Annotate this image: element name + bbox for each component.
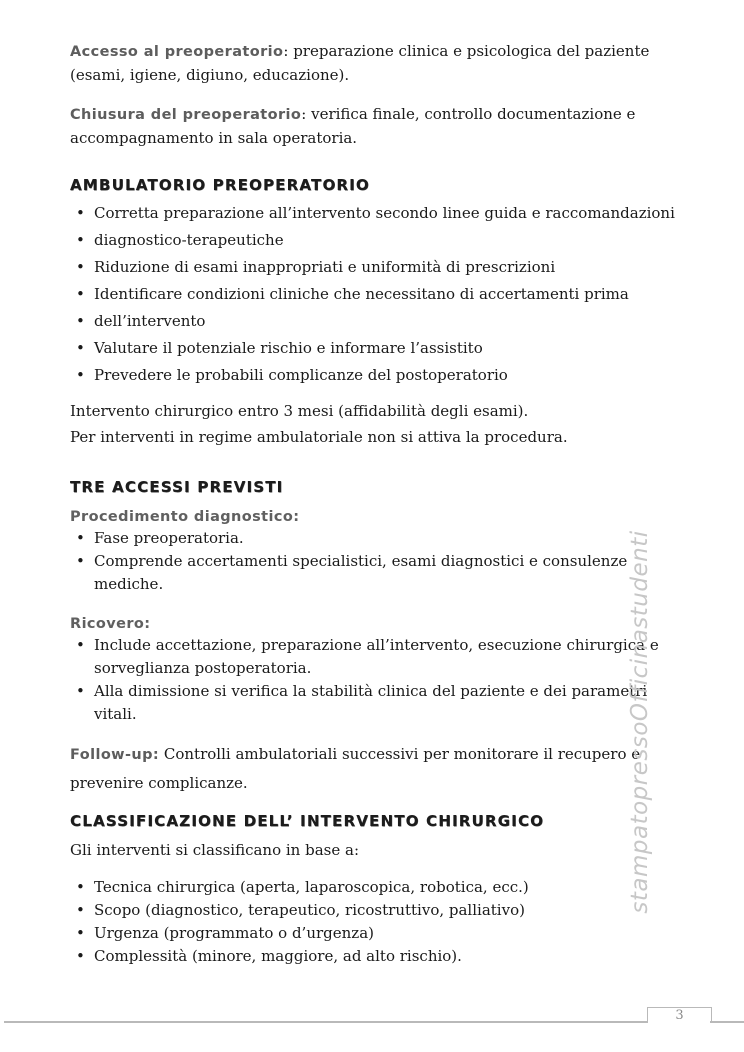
list-item [70,203,678,224]
page-number-tab [647,1007,712,1023]
definition-accesso [70,40,678,87]
list-item [70,680,678,726]
page-content [70,40,678,968]
list-item-text: diagnostico-terapeutiche [94,231,284,249]
paragraph: Intervento chirurgico entro 3 mesi (affidabilità degli esami). [70,402,529,420]
list-item-text: Comprende accertamenti specialistici, esami diagnostici e consulenze mediche. [94,552,628,593]
list-item-text: Alla dimissione si verifica la stabilità clinica del paziente e dei parametri vitali. [94,682,648,723]
followup-paragraph [70,740,678,797]
list-item-text: Tecnica chirurgica (aperta, laparoscopica, robotica, ecc.) [94,878,529,896]
list-item-text: Complessità (minore, maggiore, ad alto rischio). [94,947,462,965]
footer-rule-right [710,1021,744,1023]
list-item-text: Corretta preparazione all’intervento secondo linee guida e raccomandazioni [94,204,675,222]
procedimento-bullet-list [70,527,678,596]
paragraph: Per interventi in regime ambulatoriale non si attiva la procedura. [70,428,568,446]
list-item-text: Valutare il potenziale rischio e informare l’assistito [94,339,483,357]
list-item [70,876,678,899]
list-item-text: Identificare condizioni cliniche che necessitano di accertamenti prima [94,285,629,303]
followup-label: Follow-up: [70,747,160,763]
list-item [70,230,678,251]
subsection-label: Procedimento diagnostico: [70,509,300,525]
list-item [70,284,678,305]
list-item-text: Scopo (diagnostico, terapeutico, ricostruttivo, palliativo) [94,901,525,919]
list-item-text: Riduzione di esami inappropriati e uniformità di prescrizioni [94,258,556,276]
list-item [70,311,678,332]
definition-chiusura [70,103,678,150]
list-item [70,945,678,968]
classificazione-intro: Gli interventi si classificano in base a: [70,841,359,859]
list-item-text: Prevedere le probabili complicanze del postoperatorio [94,366,508,384]
definition-text: : preparazione clinica e psicologica del paziente (esami, igiene, digiuno, educazione). [70,42,650,84]
ambulatorio-bullet-list [70,203,678,386]
section-title-ambulatorio-preoperatorio: AMBULATORIO PREOPERATORIO [70,176,370,194]
list-item [70,338,678,359]
page-number: 3 [675,1008,684,1023]
list-item [70,922,678,945]
section-title-classificazione: CLASSIFICAZIONE DELL’ INTERVENTO CHIRURGICO [70,812,545,830]
list-item [70,527,678,550]
definition-term: Chiusura del preoperatorio [70,107,302,123]
list-item-text: Fase preoperatoria. [94,529,244,547]
subsection-procedimento-diagnostico [70,509,678,596]
ambulatorio-paragraphs [70,398,678,450]
ricovero-bullet-list [70,634,678,726]
list-item-text: dell’intervento [94,312,206,330]
list-item [70,257,678,278]
footer-rule-left [4,1021,647,1023]
watermark-text: stampatopressoOfficinastudenti [627,530,653,914]
classificazione-bullet-list [70,876,678,968]
section-title-tre-accessi-previsti: TRE ACCESSI PREVISTI [70,478,284,496]
list-item-text: Include accettazione, preparazione all’intervento, esecuzione chirurgica e sorveglianza postoperatoria. [94,636,659,677]
definition-term: Accesso al preoperatorio [70,44,284,60]
list-item [70,899,678,922]
list-item-text: Urgenza (programmato o d’urgenza) [94,924,374,942]
subsection-label: Ricovero: [70,616,151,632]
definition-text: : verifica finale, controllo documentazione e accompagnamento in sala operatoria. [70,105,636,147]
list-item [70,634,678,680]
subsection-ricovero [70,616,678,726]
list-item [70,365,678,386]
followup-text: Controlli ambulatoriali successivi per monitorare il recupero e prevenire complicanze. [70,745,641,792]
list-item [70,550,678,596]
